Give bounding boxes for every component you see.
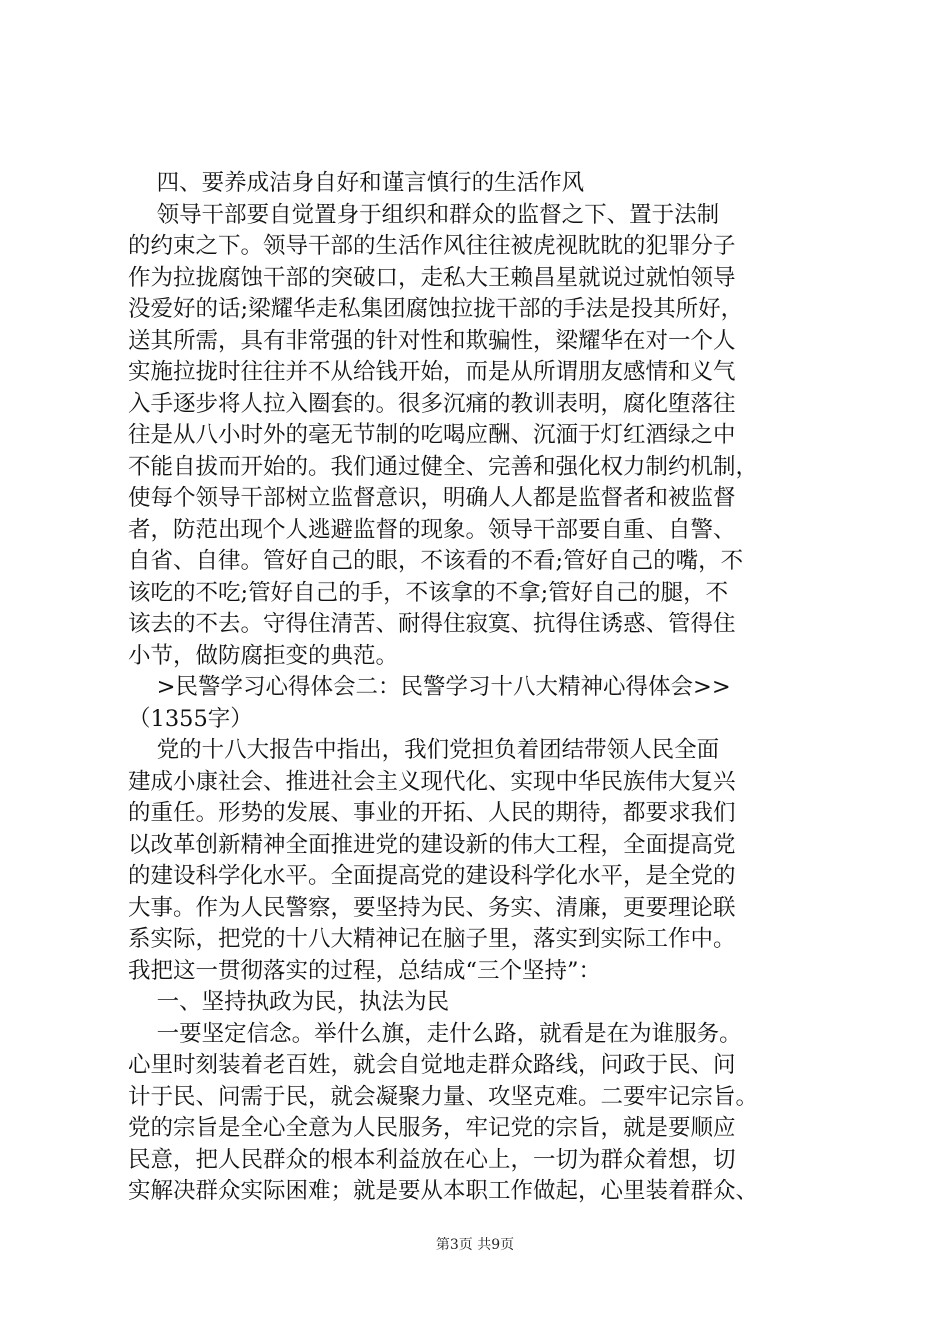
text-line: 大事。作为人民警察，要坚持为民、务实、清廉，更要理论联 (128, 894, 736, 921)
text-line: 一要坚定信念。举什么旗，走什么路，就看是在为谁服务。 (128, 1020, 742, 1047)
text-line: 小节，做防腐拒变的典范。 (128, 642, 399, 669)
text-line: 四、要养成洁身自好和谨言慎行的生活作风 (128, 170, 585, 196)
text-line: 自省、自律。管好自己的眼，不该看的不看;管好自己的嘴，不 (128, 548, 744, 574)
text-line: 往是从八小时外的毫无节制的吃喝应酬、沉湎于灯红酒绿之中 (128, 422, 736, 448)
text-line: 一、坚持执政为民，执法为民 (128, 989, 450, 1015)
page-footer (0, 1236, 950, 1254)
text-line: 实施拉拢时往往并不从给钱开始，而是从所谓朋友感情和义气 (128, 359, 736, 385)
page-number: 第3页 共9页 (435, 1237, 515, 1253)
text-line: 民意，把人民群众的根本利益放在心上，一切为群众着想，切 (128, 1146, 736, 1173)
text-line: 系实际，把党的十八大精神记在脑子里，落实到实际工作中。 (128, 926, 736, 952)
text-line: 实解决群众实际困难；就是要从本职工作做起，心里装着群众、 (128, 1178, 759, 1204)
text-line: 的建设科学化水平。全面提高党的建设科学化水平，是全党的 (128, 863, 736, 889)
text-line: 以改革创新精神全面推进党的建设新的伟大工程，全面提高党 (128, 831, 736, 858)
text-line: 送其所需，具有非常强的针对性和欺骗性，梁耀华在对一个人 (128, 327, 736, 354)
text-line: 建成小康社会、推进社会主义现代化、实现中华民族伟大复兴 (128, 768, 736, 795)
text-line: 党的宗旨是全心全意为人民服务，牢记党的宗旨，就是要顺应 (128, 1115, 736, 1141)
text-line: （1355字） (128, 705, 253, 732)
text-line: 者，防范出现个人逃避监督的现象。领导干部要自重、自警、 (128, 516, 736, 543)
text-line: 该吃的不吃;管好自己的手，不该拿的不拿;管好自己的腿，不 (128, 579, 729, 606)
text-line: 领导干部要自觉置身于组织和群众的监督之下、置于法制 (128, 201, 720, 228)
text-line: >民警学习心得体会二：民警学习十八大精神心得体会>> (128, 674, 731, 700)
text-line: 没爱好的话;梁耀华走私集团腐蚀拉拢干部的手法是投其所好， (128, 296, 744, 322)
text-line: 入手逐步将人拉入圈套的。很多沉痛的教训表明，腐化堕落往 (128, 390, 736, 417)
text-line: 心里时刻装着老百姓，就会自觉地走群众路线，问政于民、问 (128, 1052, 736, 1078)
text-line: 该去的不去。守得住清苦、耐得住寂寞、抗得住诱惑、管得住 (128, 611, 736, 637)
text-line: 我把这一贯彻落实的过程，总结成“三个坚持”： (128, 957, 602, 984)
text-line: 作为拉拢腐蚀干部的突破口，走私大王赖昌星就说过就怕领导 (128, 264, 736, 291)
text-line: 党的十八大报告中指出，我们党担负着团结带领人民全面 (128, 737, 720, 763)
text-line: 不能自拔而开始的。我们通过健全、完善和强化权力制约机制， (128, 453, 759, 480)
text-line: 的重任。形势的发展、事业的开拓、人民的期待，都要求我们 (128, 800, 736, 826)
text-line: 计于民、问需于民，就会凝聚力量、攻坚克难。二要牢记宗旨。 (128, 1083, 759, 1110)
document-body (128, 168, 840, 1208)
text-line: 使每个领导干部树立监督意识，明确人人都是监督者和被监督 (128, 485, 736, 511)
text-line: 的约束之下。领导干部的生活作风往往被虎视眈眈的犯罪分子 (128, 233, 736, 259)
